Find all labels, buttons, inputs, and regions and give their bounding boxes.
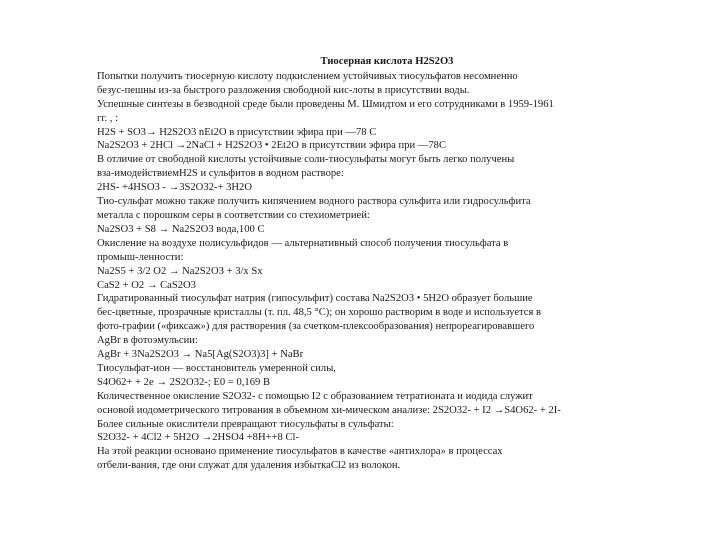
text-line: бес-цветные, прозрачные кристаллы (т. пл. 48,5 °С); он хорошо растворим в воде и используется в <box>97 307 542 319</box>
text-line: В отличие от свободной кислоты устойчивые соли-тиосульфаты могут быть легко получены <box>97 154 515 166</box>
text-line: вза-имодействиемH2S и сульфитов в водном растворе: <box>97 168 344 180</box>
equation-line: S2O32- + 4Cl2 + 5H2O →2HSO4 +8H++8 Cl- <box>97 432 300 444</box>
document-body <box>97 70 617 473</box>
equation-line: S4O62+ + 2e → 2S2O32-; E0 = 0,169 В <box>97 376 271 388</box>
text-line: Успешные синтезы в безводной среде были проведены М. Шмидтом и его сотрудниками в 1959-1961 <box>97 98 554 110</box>
text-line: Окисление на воздухе полисульфидов — альтернативный способ получения тиосульфата в <box>97 237 509 249</box>
equation-line: CaS2 + O2 → CaS2O3 <box>97 279 196 291</box>
text-line: Более сильные окислители превращают тиосульфаты в сульфаты: <box>97 418 394 430</box>
text-line: Тио-сульфат можно также получить кипячением водного раствора сульфита или гидросульфита <box>97 196 531 208</box>
text-line: AgBr в фотоэмульсии: <box>97 335 198 347</box>
text-line: Количественное окисление S2O32- с помощью I2 с образованием тетратионата и иодида служит <box>97 390 533 402</box>
text-line: На этой реакции основано применение тиосульфатов в качестве «антихлора» в процессах <box>97 446 503 458</box>
equation-line: Na2S5 + 3/2 O2 → Na2S2O3 + 3/x Sx <box>97 265 263 277</box>
document-title: Тиосерная кислота H2S2O3 <box>320 56 454 67</box>
equation-line: 2HS- +4HSO3 - →3S2O32-+ 3H2O <box>97 182 252 194</box>
equation-line: AgBr + 3Na2S2O3 → Na5[Ag(S2O3)3] + NaBr <box>97 349 304 361</box>
text-line: основой иодометрического титрования в объемном хи-мическом анализе: 2S2O32- + I2 →S4O62- + 2I- <box>97 404 561 416</box>
text-line: гг. , : <box>97 112 119 124</box>
equation-line: Na2S2O3 + 2HCl →2NaCl + H2S2O3 • 2Et2O в присутствии эфира при —78С <box>97 140 447 152</box>
equation-line: Na2SO3 + S8 → Na2S2O3 вода,100 С <box>97 223 265 235</box>
equation-line: H2S + SO3→ H2S2O3 nEt2O в присутствии эфира при —78 С <box>97 126 377 138</box>
text-line: фото-графии («фиксаж») для растворения (за счетком-плексообразования) непрореагировавшего <box>97 321 535 333</box>
text-line: металла с порошком серы в соответствии со стехиометрией: <box>97 209 370 221</box>
text-line: безус-пешны из-за быстрого разложения свободной кис-лоты в присутствии воды. <box>97 84 470 96</box>
text-line: отбели-вания, где они служат для удаления избыткаCl2 из волокон. <box>97 460 401 472</box>
text-line: промыш-ленности: <box>97 251 184 263</box>
text-line: Попытки получить тиосерную кислоту подкислением устойчивых тиосульфатов несомненно <box>97 70 518 82</box>
document-page <box>97 55 617 473</box>
text-line: Гидратированный тиосульфат натрия (гипосульфит) состава Na2S2O3 • 5H2O образует большие <box>97 293 533 305</box>
text-line: Тиосульфат-ион — восстановитель умеренной силы, <box>97 362 336 374</box>
